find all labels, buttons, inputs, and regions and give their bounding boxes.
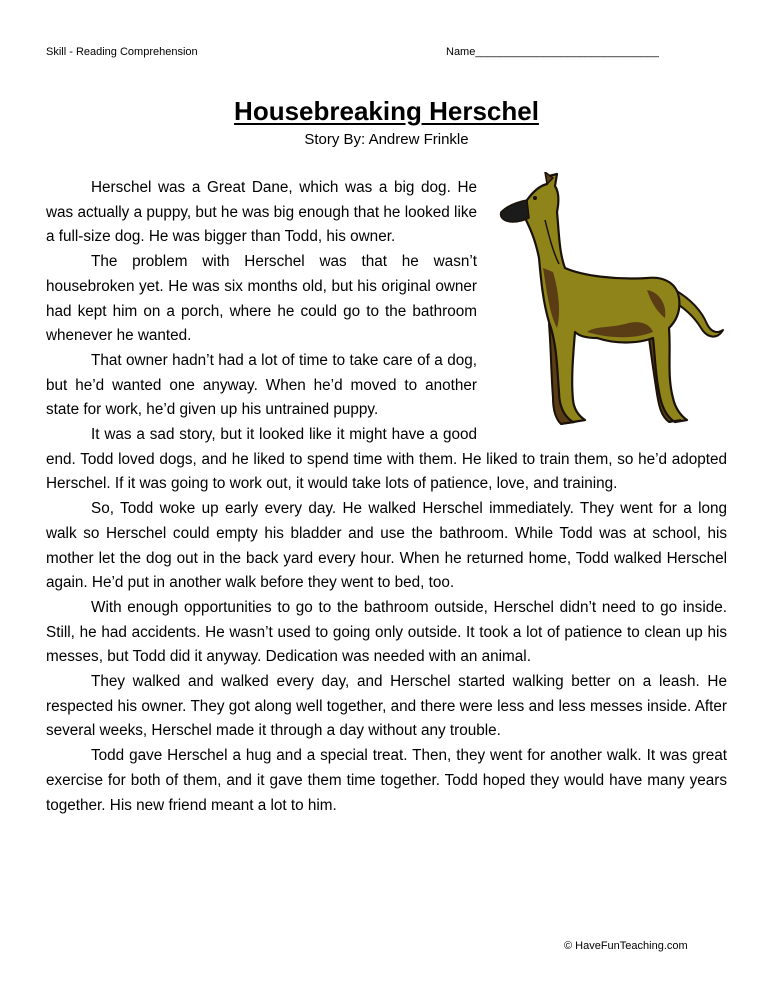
story-paragraph: They walked and walked every day, and Herschel started walking better on a leash. He respected his owner. They got along well together, and there were less and less messes inside. After several weeks, Herschel made it through a day without any trouble. xyxy=(46,673,727,740)
story-paragraph: With enough opportunities to go to the bathroom outside, Herschel didn’t need to go inside. Still, he had accidents. He wasn’t used to going only outside. It took a lot of patience to clean up his messes, but Todd did it anyway. Dedication was needed with an animal. xyxy=(46,598,727,666)
story-paragraph: That owner hadn’t had a lot of time to take care of a dog, but he’d wanted one anyway. When he’d moved to another state for work, he’d given up his untrained puppy. xyxy=(46,351,477,419)
worksheet-header xyxy=(46,46,727,62)
dog-muzzle xyxy=(501,200,529,222)
name-blank: ______________________________ xyxy=(475,46,659,58)
story-body xyxy=(46,176,727,818)
skill-label: Skill - Reading Comprehension xyxy=(46,46,198,58)
story-paragraph: So, Todd woke up early every day. He walked Herschel immediately. They went for a long walk so Herschel could empty his bladder and use the bathroom. While Todd was at school, his mother let the dog out in the back yard every hour. When he returned home, Todd walked Herschel again. He’d put in another walk before they went to bed, too. xyxy=(46,500,727,592)
story-paragraph: Todd gave Herschel a hug and a special treat. Then, they went for another walk. It was great exercise for both of them, and it gave them time together. Todd hoped they would have many years together. His new friend meant a lot to him. xyxy=(46,747,727,814)
name-line xyxy=(446,46,659,58)
story-paragraph: The problem with Herschel was that he wasn’t housebroken yet. He was six months old, but his original owner had kept him on a porch, where he could go to the bathroom whenever he wanted. xyxy=(46,253,477,345)
dog-eye xyxy=(533,196,537,200)
copyright-footer: © HaveFunTeaching.com xyxy=(564,940,688,952)
story-paragraph: It was a sad story, but it looked like it might have a good end. Todd loved dogs, and he liked to spend time with them. He liked to train them, so he’d adopted Herschel. If it was going to work out, it would take lots of patience, love, and training. xyxy=(46,426,727,493)
story-title: Housebreaking Herschel xyxy=(234,96,539,126)
story-byline: Story By: Andrew Frinkle xyxy=(304,131,469,148)
name-label: Name xyxy=(446,46,476,58)
great-dane-dog-icon xyxy=(487,172,727,434)
story-paragraph: Herschel was a Great Dane, which was a big dog. He was actually a puppy, but he was big enough that he looked like a full-size dog. He was bigger than Todd, his owner. xyxy=(46,179,477,246)
